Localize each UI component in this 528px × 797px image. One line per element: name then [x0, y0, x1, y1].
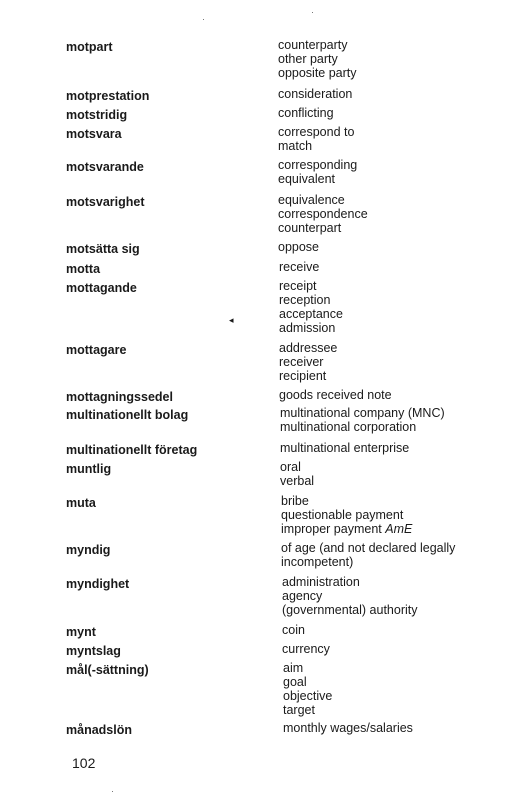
translation-text: correspondence — [278, 207, 368, 221]
entry-translations — [282, 623, 512, 637]
entry-translations — [279, 260, 509, 274]
translation-text: improper payment — [281, 522, 382, 536]
translation-line — [280, 460, 510, 474]
translation-text: equivalence — [278, 193, 345, 207]
translation-text: acceptance — [279, 307, 343, 321]
translation-line — [278, 66, 508, 80]
entry-term: multinationellt bolag — [66, 408, 189, 422]
entry-term: myndig — [66, 543, 111, 557]
entry-term: motsvarande — [66, 160, 144, 174]
entry-term: motprestation — [66, 89, 150, 103]
entry-translations — [280, 406, 510, 434]
entry-translations — [281, 494, 511, 536]
translation-line — [280, 420, 510, 434]
translation-line — [278, 221, 508, 235]
translation-text: incompetent) — [281, 555, 354, 569]
entry-translations — [283, 661, 513, 717]
entry-term: månadslön — [66, 723, 132, 737]
translation-line — [280, 406, 510, 420]
translation-line — [279, 369, 509, 383]
translation-line — [283, 661, 513, 675]
entry-translations — [278, 87, 508, 101]
margin-mark: ◂ — [229, 315, 234, 325]
translation-text: multinational company (MNC) — [280, 406, 445, 420]
scan-speck — [203, 19, 204, 20]
translation-text: correspond to — [278, 125, 355, 139]
translation-line — [282, 603, 512, 617]
translation-line — [278, 207, 508, 221]
translation-text: multinational enterprise — [280, 441, 410, 455]
entry-term: multinationellt företag — [66, 443, 198, 457]
translation-text: goods received note — [279, 388, 392, 402]
translation-line — [278, 125, 508, 139]
translation-text: other party — [278, 52, 338, 66]
entry-translations — [278, 158, 508, 186]
entry-term: myndighet — [66, 577, 130, 591]
translation-text: bribe — [281, 494, 309, 508]
translation-line — [280, 441, 510, 455]
entry-translations — [278, 240, 508, 254]
entry-term: muta — [66, 496, 96, 510]
translation-text: oral — [280, 460, 301, 474]
translation-text: opposite party — [278, 66, 357, 80]
translation-text: reception — [279, 293, 331, 307]
translation-line — [278, 139, 508, 153]
translation-line — [279, 279, 509, 293]
translation-line — [278, 38, 508, 52]
entry-translations — [280, 460, 510, 488]
translation-text: counterparty — [278, 38, 348, 52]
translation-text: oppose — [278, 240, 320, 254]
entry-translations — [278, 193, 508, 235]
translation-line — [281, 555, 511, 569]
translation-line — [283, 721, 513, 735]
translation-line — [278, 172, 508, 186]
translation-text: match — [278, 139, 313, 153]
translation-line — [279, 341, 509, 355]
translation-line — [278, 87, 508, 101]
entry-term: mål(-sättning) — [66, 663, 149, 677]
entry-term: motta — [66, 262, 101, 276]
entry-translations — [281, 541, 511, 569]
translation-text: agency — [282, 589, 323, 603]
entry-term: motsvara — [66, 127, 122, 141]
translation-line — [279, 321, 509, 335]
translation-text: conflicting — [278, 106, 334, 120]
entry-term: mottagningssedel — [66, 390, 173, 404]
page-number: 102 — [72, 755, 96, 771]
translation-line — [283, 689, 513, 703]
translation-line — [279, 293, 509, 307]
translation-text: addressee — [279, 341, 338, 355]
translation-text: currency — [282, 642, 330, 656]
entry-term: myntslag — [66, 644, 121, 658]
translation-line — [282, 642, 512, 656]
translation-text: of age (and not declared legally — [281, 541, 456, 555]
translation-line — [279, 388, 509, 402]
translation-line — [278, 240, 508, 254]
translation-line — [279, 355, 509, 369]
translation-line — [282, 623, 512, 637]
entry-term: motpart — [66, 40, 113, 54]
entry-translations — [283, 721, 513, 735]
translation-text: receiver — [279, 355, 324, 369]
entry-translations — [279, 279, 509, 335]
translation-text: administration — [282, 575, 360, 589]
entry-term: motstridig — [66, 108, 128, 122]
translation-text: target — [283, 703, 315, 717]
entry-term: mottagande — [66, 281, 137, 295]
translation-line — [278, 52, 508, 66]
translation-line — [283, 703, 513, 717]
translation-line — [281, 522, 511, 536]
translation-text: receive — [279, 260, 320, 274]
translation-text: questionable payment — [281, 508, 404, 522]
translation-text: receipt — [279, 279, 317, 293]
translation-line — [279, 307, 509, 321]
translation-line — [283, 675, 513, 689]
translation-line — [281, 541, 511, 555]
translation-text: recipient — [279, 369, 327, 383]
translation-text: aim — [283, 661, 304, 675]
entry-translations — [279, 388, 509, 402]
translation-text: verbal — [280, 474, 315, 488]
entry-translations — [278, 38, 508, 80]
translation-line — [278, 158, 508, 172]
translation-text: goal — [283, 675, 307, 689]
entry-term: muntlig — [66, 462, 112, 476]
entry-translations — [279, 341, 509, 383]
entry-translations — [282, 642, 512, 656]
scan-speck — [112, 791, 113, 792]
translation-line — [280, 474, 510, 488]
translation-text: monthly wages/salaries — [283, 721, 413, 735]
entry-term: motsätta sig — [66, 242, 140, 256]
translation-text: equivalent — [278, 172, 335, 186]
entry-translations — [280, 441, 510, 455]
translation-line — [281, 508, 511, 522]
usage-label: AmE — [385, 522, 413, 536]
translation-text: corresponding — [278, 158, 358, 172]
translation-text: coin — [282, 623, 305, 637]
entry-translations — [282, 575, 512, 617]
entry-term: mottagare — [66, 343, 127, 357]
translation-line — [281, 494, 511, 508]
entry-term: motsvarighet — [66, 195, 145, 209]
translation-text: (governmental) authority — [282, 603, 418, 617]
translation-line — [282, 589, 512, 603]
translation-line — [278, 106, 508, 120]
translation-line — [279, 260, 509, 274]
translation-text: objective — [283, 689, 333, 703]
translation-line — [278, 193, 508, 207]
entry-translations — [278, 106, 508, 120]
translation-text: admission — [279, 321, 336, 335]
translation-text: counterpart — [278, 221, 342, 235]
translation-text: consideration — [278, 87, 353, 101]
entry-translations — [278, 125, 508, 153]
entry-term: mynt — [66, 625, 96, 639]
translation-line — [282, 575, 512, 589]
scan-speck — [312, 12, 313, 13]
translation-text: multinational corporation — [280, 420, 417, 434]
